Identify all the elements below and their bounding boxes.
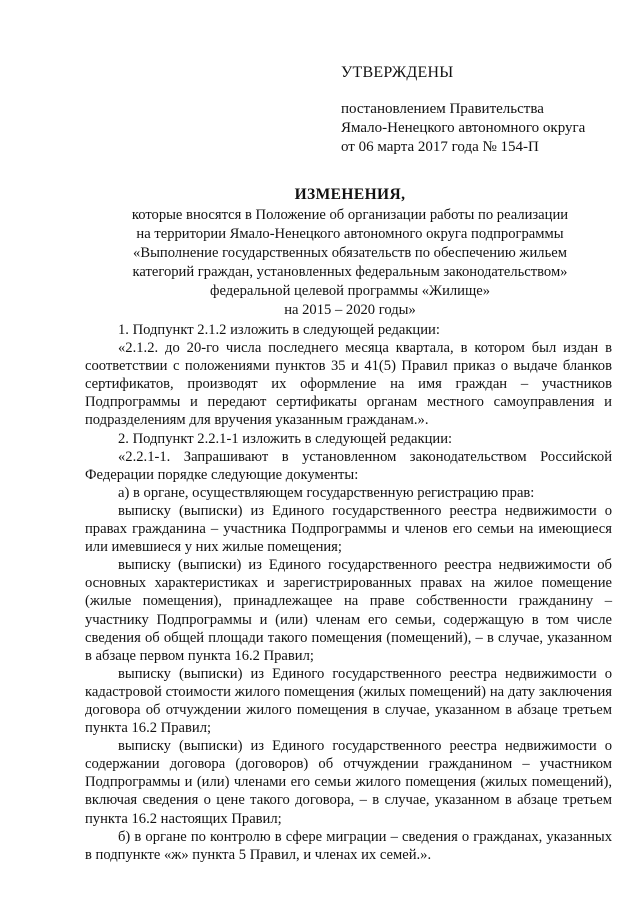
approval-block <box>341 64 621 157</box>
approval-line-decree: постановлением Правительства <box>341 101 544 117</box>
paragraph-subitem-b: б) в органе по контролю в сфере миграции – сведения о гражданах, указанных в подпункте «ж» пункта 5 Правил, и членах их семей.». <box>85 828 612 863</box>
approval-line-region: Ямало-Ненецкого автономного округа <box>341 120 586 136</box>
document-title: ИЗМЕНЕНИЯ, <box>294 186 406 203</box>
paragraph-extract-rights: выписку (выписки) из Единого государственного реестра недвижимости о правах гражданина – участника Подпрограммы и членов его семьи на имеющиеся или имевшиеся у них жилые помещения; <box>85 502 612 556</box>
paragraph-extract-characteristics: выписку (выписки) из Единого государственного реестра недвижимости об основных характеристиках и зарегистрированных правах на жилое помещение (жилые помещения), принадлежащее на праве собственности гражданину – участнику Подпрограммы и (или) членам его семьи, содержащую в том числе сведения об общей площади такого помещения (помещений), – в случае, указанном в абзаце первом пункта 16.2 Правил; <box>85 557 612 664</box>
heading-line: на 2015 – 2020 годы» <box>284 302 416 318</box>
approval-title: УТВЕРЖДЕНЫ <box>341 64 454 81</box>
document-heading <box>100 185 600 320</box>
paragraph-item-1: 1. Подпункт 2.1.2 изложить в следующей редакции: <box>118 322 440 338</box>
paragraph-quote-2-1-2: «2.1.2. до 20-го числа последнего месяца квартала, в котором был издан в соответствии с положениями пунктов 35 и 41(5) Правил приказ о выдаче бланков сертификатов, производят их оформление на имя граждан – участников Подпрограммы и передают сертификаты органам местного самоуправления и подразделениям для вручения указанным гражданам.». <box>85 340 612 429</box>
paragraph-quote-2-2-1-1: «2.2.1-1. Запрашивают в установленном законодательством Российской Федерации порядке следующие документы: <box>85 448 612 483</box>
heading-line: на территории Ямало-Ненецкого автономного округа подпрограммы <box>136 226 564 242</box>
heading-line: которые вносятся в Положение об организации работы по реализации <box>131 207 569 223</box>
paragraph-extract-contract: выписку (выписки) из Единого государственного реестра недвижимости о содержании договора (договоров) об отчуждении гражданином – участником Подпрограммы и (или) членами его семьи жилого помещения (жилых помещений), включая сведения о цене такого договора, – в случае, указанном в абзаце третьем пункта 16.2 настоящих Правил; <box>85 738 612 827</box>
heading-line: федеральной целевой программы «Жилище» <box>209 283 491 299</box>
document-body <box>85 321 612 864</box>
paragraph-extract-cadastral: выписку (выписки) из Единого государственного реестра недвижимости о кадастровой стоимости жилого помещения (жилых помещений) на дату заключения договора об отчуждении жилого помещения в случае, указанном в абзаце третьем пункта 16.2 Правил; <box>85 665 612 737</box>
paragraph-item-2: 2. Подпункт 2.2.1-1 изложить в следующей редакции: <box>118 430 453 447</box>
paragraph-subitem-a: а) в органе, осуществляющем государственную регистрацию прав: <box>118 484 535 501</box>
heading-line: «Выполнение государственных обязательств по обеспечению жильем <box>133 245 567 261</box>
heading-line: категорий граждан, установленных федеральным законодательством» <box>132 264 568 280</box>
approval-line-date: от 06 марта 2017 года № 154-П <box>341 139 539 155</box>
